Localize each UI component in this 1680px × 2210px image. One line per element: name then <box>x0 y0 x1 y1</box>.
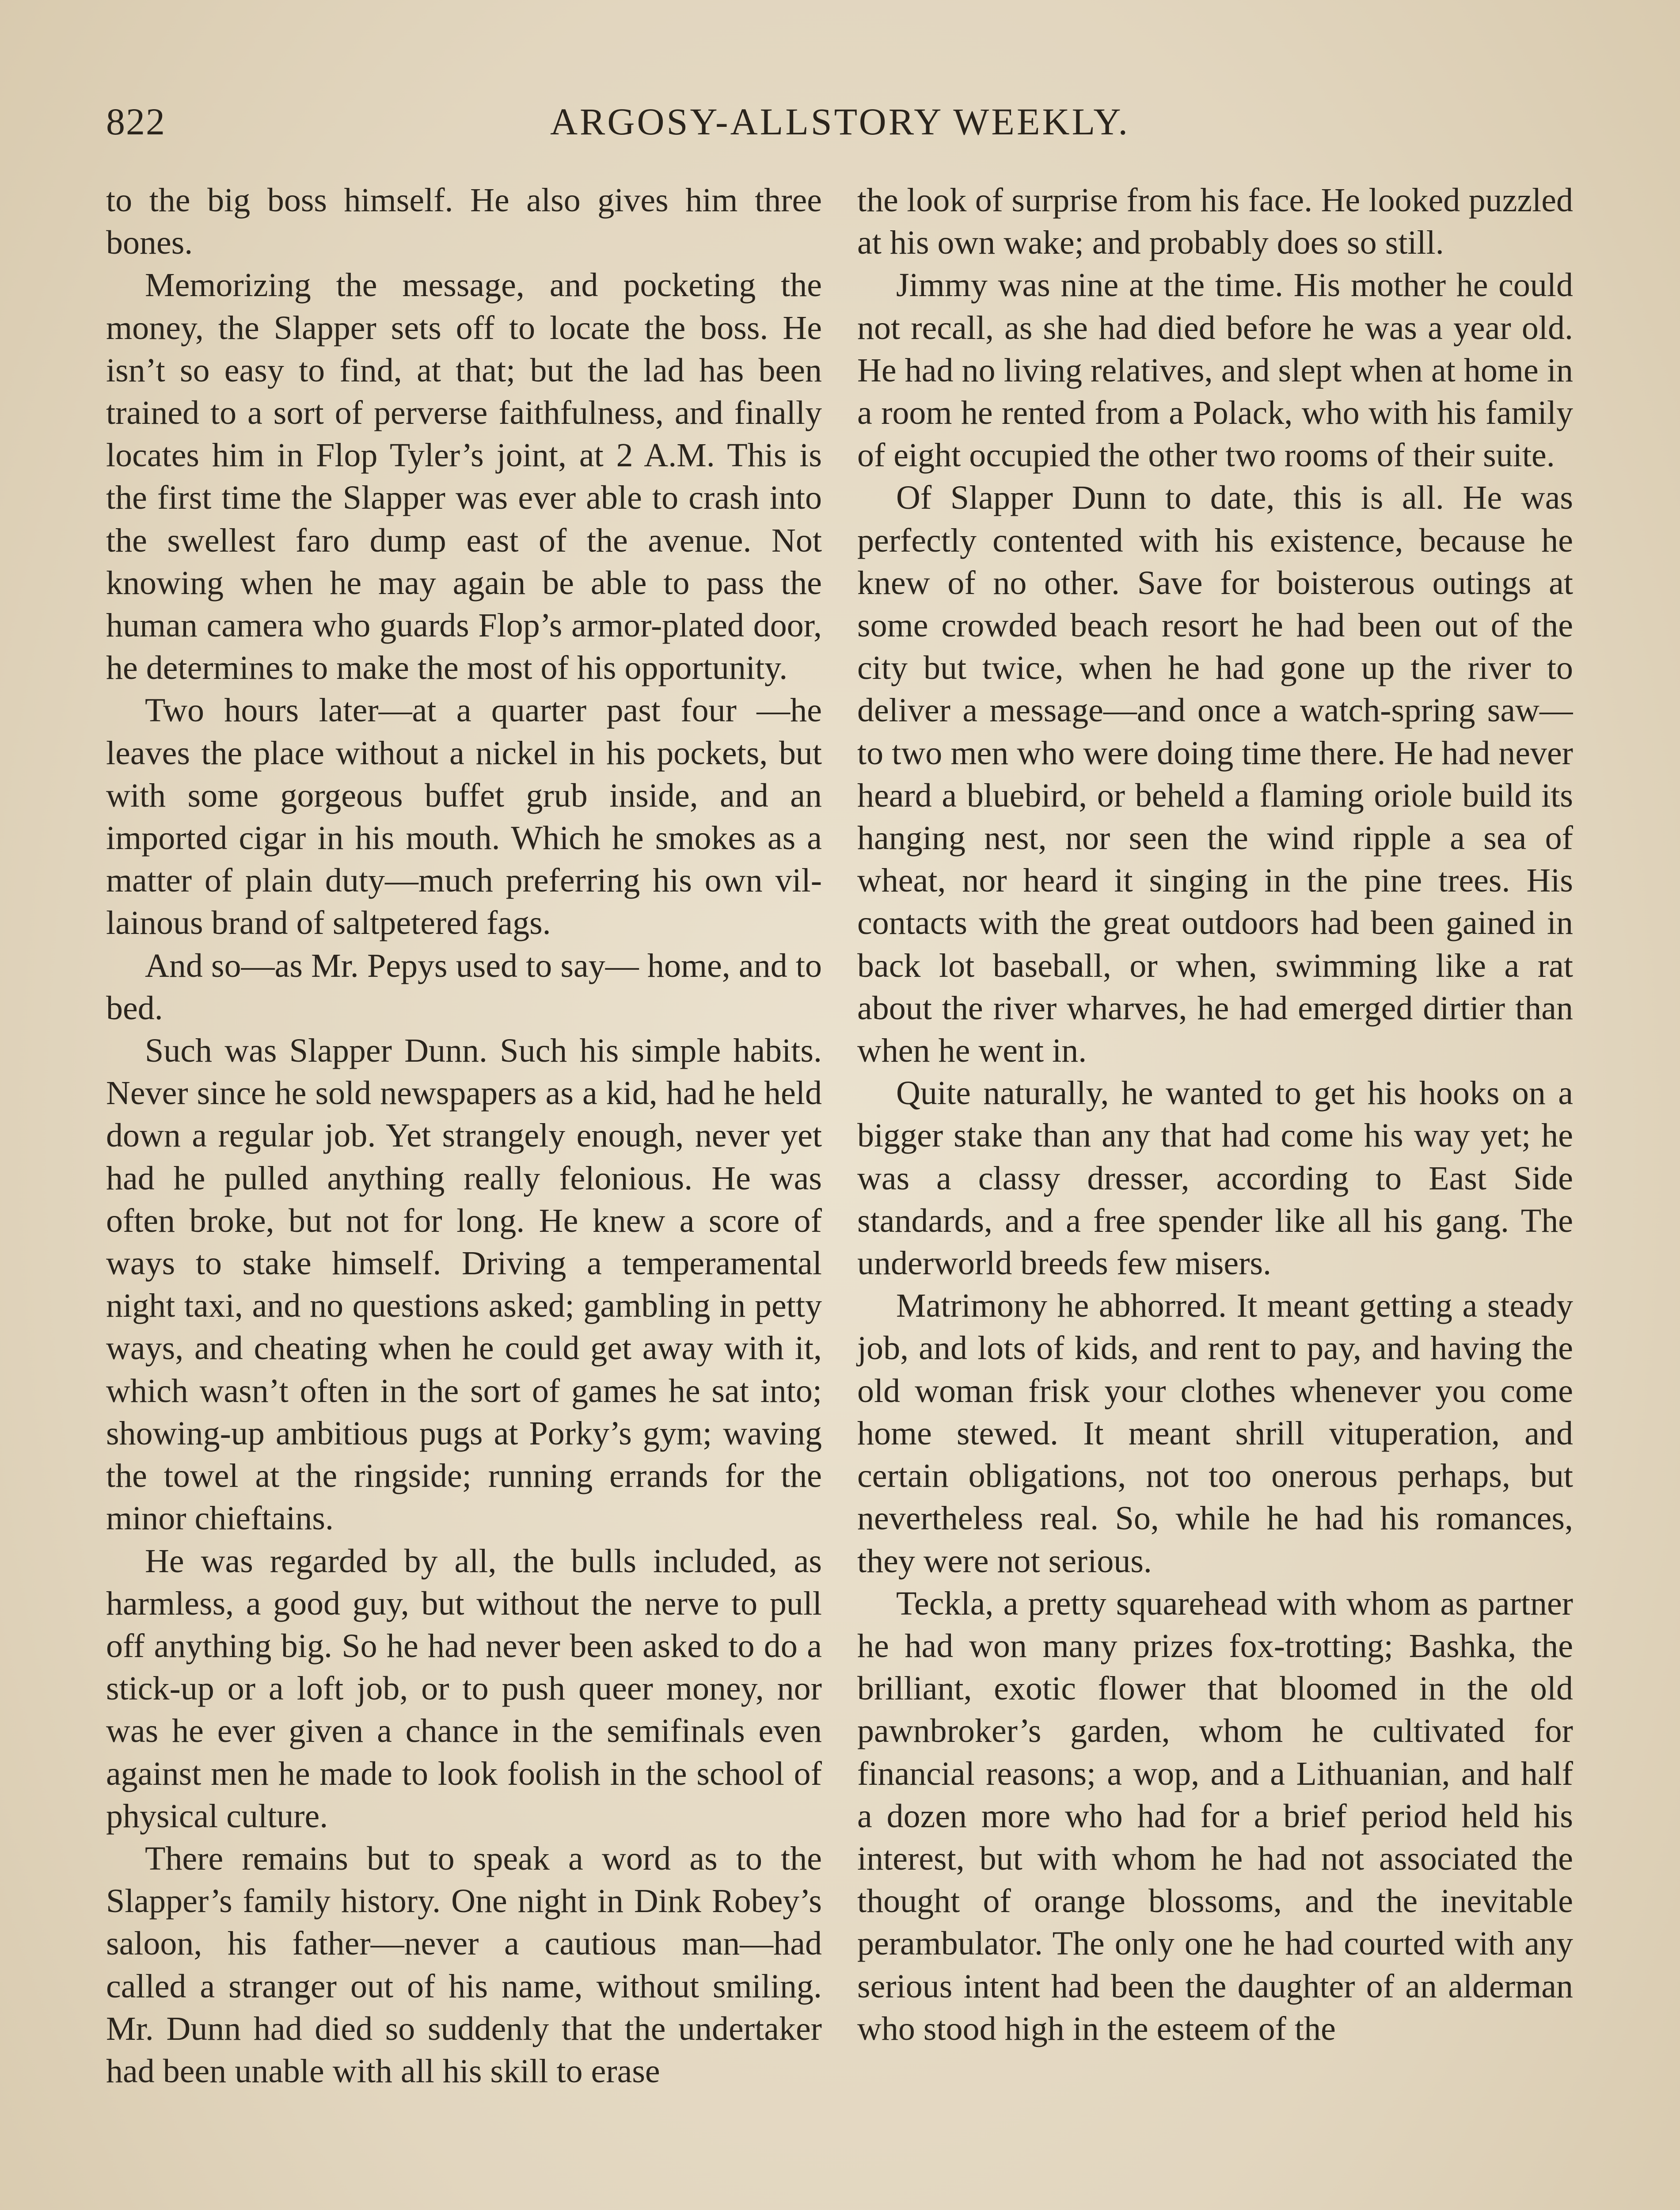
paragraph: to the big boss himself. He also gives him three bones. <box>106 182 822 262</box>
paragraph: Memorizing the message, and pocketing the money, the Slapper sets off to locate the boss. He isn’t so easy to find, at that; but the lad has been trained to a sort of perverse faithfulness, and finally locates him in Flop Tyler’s joint, at 2 A.M. This is the first time the Slapper was ever able to crash into the swellest faro dump east of the avenue. Not knowing when he may again be able to pass the human camera who guards Flop’s armor-plated door, he determines to make the most of his opportunity. <box>106 267 822 687</box>
paragraph: Teckla, a pretty squarehead with whom as partner he had won many prizes fox-trotting; Bashka, the brilliant, exotic flower that bloomed in the old pawnbroker’s garden, whom he cultivated for financial reasons; a wop, and a Lithuanian, and half a dozen more who had for a brief period held his interest, but with whom he had not associated the thought of orange blossoms, and the inevitable perambulator. The only one he had courted with any serious intent had been the daughter of an alderman who stood high in the esteem of the <box>857 1585 1573 2047</box>
paragraph: He was regarded by all, the bulls included, as harmless, a good guy, but without the nerve to pull off anything big. So he had never been asked to do a stick-up or a loft job, or to push queer money, nor was he ever given a chance in the semifinals even against men he made to look foolish in the school of physical culture. <box>106 1542 822 1835</box>
paragraph: Jimmy was nine at the time. His mother he could not recall, as she had died before he was a year old. He had no living relatives, and slept when at home in a room he rented from a Polack, who with his family of eight occupied the other two rooms of their suite. <box>857 267 1573 474</box>
left-column <box>106 179 822 2210</box>
paragraph: Such was Slapper Dunn. Such his simple habits. Never since he sold newspapers as a kid, had he held down a regular job. Yet strangely enough, never yet had he pulled anything really felonious. He was often broke, but not for long. He knew a score of ways to stake himself. Driving a temperamental night taxi, and no questions asked; gambling in petty ways, and cheating when he could get away with it, which wasn’t often in the sort of games he sat into; showing-up ambitious pugs at Porky’s gym; waving the towel at the ringside; running errands for the minor chieftains. <box>106 1032 822 1537</box>
paragraph: Two hours later—at a quarter past four —he leaves the place without a nickel in his pockets, but with some gorgeous buffet grub inside, and an imported cigar in his mouth. Which he smokes as a matter of plain duty—much preferring his own villainous brand of saltpetered fags. <box>106 692 822 942</box>
paragraph: There remains but to speak a word as to the Slapper’s family history. One night in Dink Robey’s saloon, his father—never a cautious man—had called a stranger out of his name, without smiling. Mr. Dunn had died so suddenly that the undertaker had been unable with all his skill to erase <box>106 1840 822 2090</box>
paragraph: And so—as Mr. Pepys used to say— home, and to bed. <box>106 947 822 1027</box>
paragraph: Matrimony he abhorred. It meant getting a steady job, and lots of kids, and rent to pay, and having the old woman frisk your clothes whenever you come home stewed. It meant shrill vituperation, and certain obligations, not too onerous perhaps, but nevertheless real. So, while he had his romances, they were not serious. <box>857 1287 1573 1580</box>
running-head <box>106 99 1574 148</box>
paragraph: Quite naturally, he wanted to get his hooks on a bigger stake than any that had come his way yet; he was a classy dresser, according to East Side standards, and a free spender like all his gang. The underworld breeds few misers. <box>857 1075 1573 1282</box>
magazine-title: ARGOSY-ALLSTORY WEEKLY. <box>550 100 1130 143</box>
paragraph: Of Slapper Dunn to date, this is all. He was perfectly contented with his existence, because he knew of no other. Save for boisterous outings at some crowded beach resort he had been out of the city but twice, when he had gone up the river to deliver a message—and once a watch-spring saw— to two men who were doing time there. He had never heard a bluebird, or beheld a flaming oriole build its hanging nest, nor seen the wind ripple a sea of wheat, nor heard it singing in the pine trees. His contacts with the great outdoors had been gained in back lot baseball, or when, swimming like a rat about the river wharves, he had emerged dirtier than when he went in. <box>857 479 1573 1070</box>
page-number: 822 <box>106 100 166 143</box>
text-columns <box>106 179 1573 2210</box>
paragraph: the look of surprise from his face. He looked puzzled at his own wake; and probably does so still. <box>857 182 1573 262</box>
right-column <box>857 179 1573 2210</box>
